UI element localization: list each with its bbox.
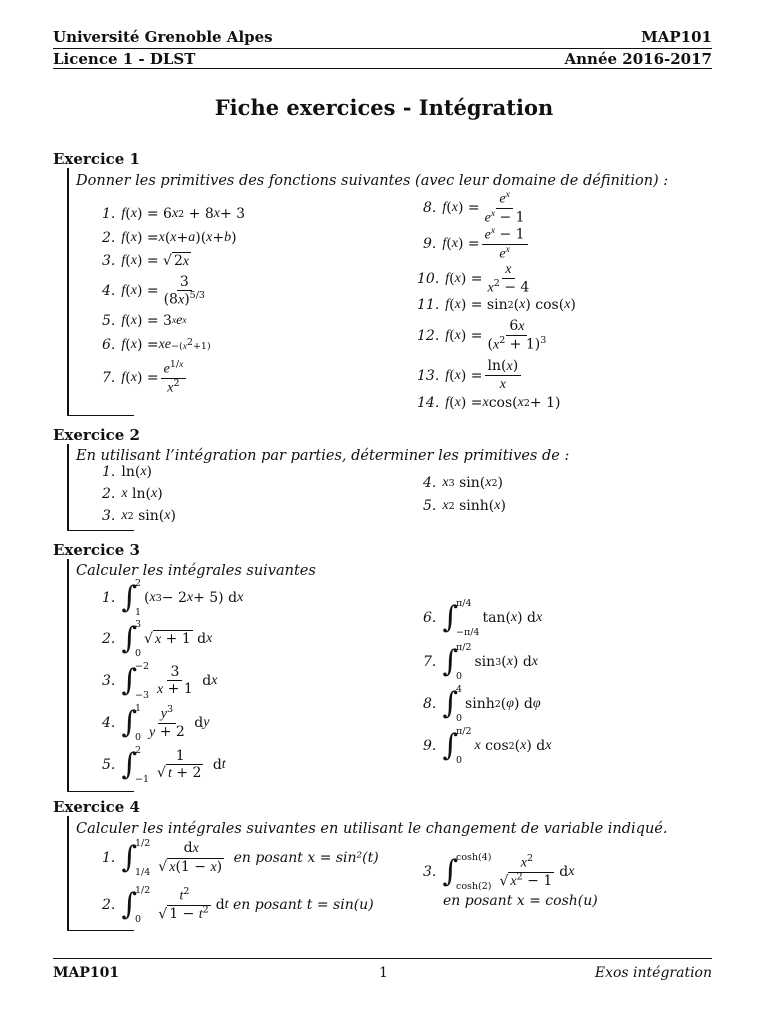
ex4-item-3-substitution: en posant x = cosh(u)	[443, 893, 598, 909]
university-name: Université Grenoble Alpes	[53, 28, 273, 46]
ex3-item-3: 3. ∫ −2 −3 $\frac{3}{x + 1}$ d x	[102, 661, 218, 701]
ex4-item-2: 2. ∫ 1/2 0 $\frac{t^2}{√ 1 - t^2}$ d t en posant t = sin(u)	[102, 885, 374, 925]
ex1-item-2: 2. f ( x ) = x ( x + a )( x + b )	[102, 230, 237, 246]
ex2-item-2: 2. x ln( x )	[102, 486, 163, 502]
ex4-item-1: 1. ∫ 1/2 1/4 $\frac{dx}{√ x(1 - x)}$ en posant x = sin²(t)	[102, 838, 379, 878]
exercise-2-label: Exercice 2	[53, 426, 140, 444]
ex2-item-4: 4. x 3 sin( x 2 )	[423, 475, 503, 491]
footer-course: MAP101	[53, 965, 120, 981]
academic-year: Année 2016-2017	[564, 50, 712, 68]
footer-rule	[53, 958, 712, 959]
ex3-item-9: 9. ∫ π/2 0 x cos 2 ( x ) d x	[423, 726, 552, 766]
exercise-3-label: Exercice 3	[53, 541, 140, 559]
ex3-item-7: 7. ∫ π/2 0 sin 3 ( x ) d x	[423, 642, 539, 682]
exercise-4-instruction: Calculer les intégrales suivantes en utilisant le changement de variable indiqué.	[76, 821, 668, 837]
header-rule-2	[53, 68, 712, 69]
page-title: Fiche exercices - Intégration	[214, 95, 554, 120]
ex2-item-3: 3. x 2 sin( x )	[102, 508, 176, 524]
ex3-item-1: 1. ∫ 2 1 ( x 3 − 2 x + 5) d x	[102, 578, 244, 618]
exercise-1-label: Exercice 1	[53, 150, 140, 168]
ex4-item-3: 3. ∫ cosh(4) cosh(2) $\frac{x^2}{√ x^2 - 1}$ d x	[423, 852, 575, 892]
ex1-item-9: 9. f ( x ) = $\frac{e^x - 1}{e^x}$	[423, 226, 530, 263]
ex1-item-14: 14. f ( x ) = x cos( x 2 + 1)	[417, 395, 561, 411]
ex1-item-1: 1. f ( x ) = 6 x 2 + 8 x + 3	[102, 206, 246, 222]
footer-title: Exos intégration	[594, 965, 712, 981]
ex2-item-5: 5. x 2 sinh( x )	[423, 498, 506, 514]
ex1-item-5: 5. f ( x ) = 3 x e x	[102, 313, 187, 329]
ex1-item-12: 12. f ( x ) = $\frac{6x}{(x^2 + 1)^3}$	[417, 318, 547, 353]
ex2-item-1: 1. ln( x )	[102, 464, 153, 480]
ex1-item-6: 6. f ( x ) = xe $-(x^2+1)$	[102, 337, 211, 353]
ex1-item-8: 8. f ( x ) = $\frac{e^x}{e^x - 1}$	[423, 190, 525, 226]
exercise-4-label: Exercice 4	[53, 798, 140, 816]
ex3-item-5: 5. ∫ 2 −1 $\frac{1}{√ t + 2}$ d t	[102, 745, 226, 785]
exercise-3-instruction: Calculer les intégrales suivantes	[76, 563, 316, 579]
ex3-item-6: 6. ∫ π/4 −π/4 tan( x ) d x	[423, 598, 543, 638]
ex4-item-1-substitution: en posant x = sin²(t)	[233, 850, 379, 866]
ex1-item-11: 11. f ( x ) = sin 2 ( x ) cos( x )	[417, 297, 576, 313]
exercise-2-instruction: En utilisant l’intégration par parties, déterminer les primitives de :	[76, 448, 570, 464]
page-number: 1	[379, 965, 388, 981]
ex1-item-7: 7. f ( x ) = $\frac{e^{1/x}}{x^2}$	[102, 360, 188, 397]
level: Licence 1 - DLST	[53, 50, 196, 68]
ex3-item-8: 8. ∫ 4 0 sinh 2 ( φ ) d φ	[423, 684, 541, 724]
ex4-item-2-substitution: en posant t = sin(u)	[233, 897, 374, 913]
ex1-item-13: 13. f ( x ) = $\frac{\ln(x)}{x}$	[417, 358, 523, 393]
ex1-item-4: 4. f ( x ) = $\frac{3}{(8x)^{5/3}}$	[102, 274, 205, 308]
exercise-1-instruction: Donner les primitives des fonctions suivantes (avec leur domaine de définition) :	[76, 173, 669, 189]
course-code: MAP101	[641, 28, 712, 46]
ex3-item-4: 4. ∫ 1 0 $\frac{y^3}{y + 2}$ d y	[102, 703, 210, 743]
ex1-item-10: 10. f ( x ) = $\frac{x}{x^2 - 4}$	[417, 262, 530, 296]
ex1-item-3: 3. f ( x ) = √ 2x	[102, 253, 190, 269]
ex3-item-2: 2. ∫ 3 0 √ x + 1 d x	[102, 619, 213, 659]
